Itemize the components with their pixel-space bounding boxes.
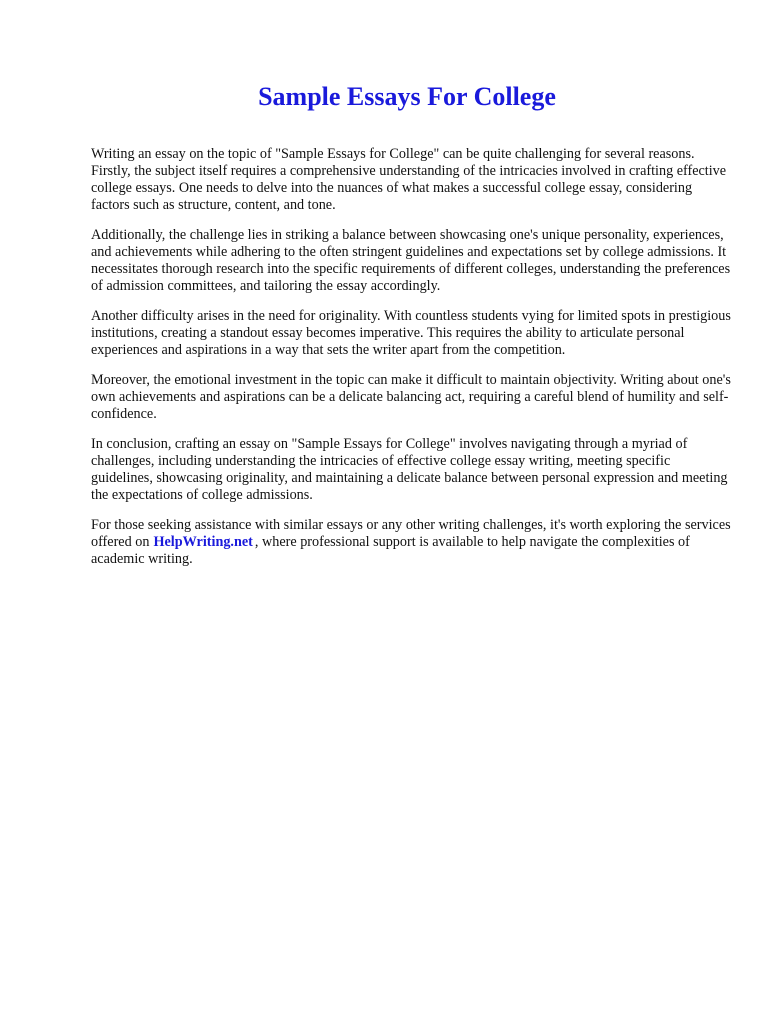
document-body xyxy=(91,146,731,581)
paragraph-3: Another difficulty arises in the need for originality. With countless students vying for limited spots in prestigious institutions, creating a standout essay becomes imperative. This requires the ability to articulate personal experiences and aspirations in a way that sets the writer apart from the competition. xyxy=(91,308,731,358)
document-title: Sample Essays For College xyxy=(258,82,556,111)
paragraph-6 xyxy=(91,517,731,568)
helpwriting-link[interactable]: HelpWriting.net xyxy=(153,534,253,550)
paragraph-6-after-link: , where professional support is available to help navigate the complexities of academic writing. xyxy=(91,534,690,567)
paragraph-6-before-link: For those seeking assistance with similar essays or any other writing challenges, it's worth exploring the services offered on xyxy=(91,517,731,550)
paragraph-4: Moreover, the emotional investment in the topic can make it difficult to maintain objectivity. Writing about one's own achievements and aspirations can be a delicate balancing act, requiring a careful blend of humility and self-confidence. xyxy=(91,372,731,422)
paragraph-1: Writing an essay on the topic of "Sample Essays for College" can be quite challenging for several reasons. Firstly, the subject itself requires a comprehensive understanding of the intricacies involved in crafting effective college essays. One needs to delve into the nuances of what makes a successful college essay, considering factors such as structure, content, and tone. xyxy=(91,146,727,213)
paragraph-5: In conclusion, crafting an essay on "Sample Essays for College" involves navigating through a myriad of challenges, including understanding the intricacies of effective college essay writing, meeting specific guidelines, showcasing originality, and maintaining a delicate balance between personal expression and meeting the expectations of college admissions. xyxy=(91,436,728,503)
paragraph-2: Additionally, the challenge lies in striking a balance between showcasing one's unique personality, experiences, and achievements while adhering to the often stringent guidelines and expectations set by college admissions. It necessitates thorough research into the specific requirements of different colleges, understanding the preferences of admission committees, and tailoring the essay accordingly. xyxy=(91,227,731,294)
